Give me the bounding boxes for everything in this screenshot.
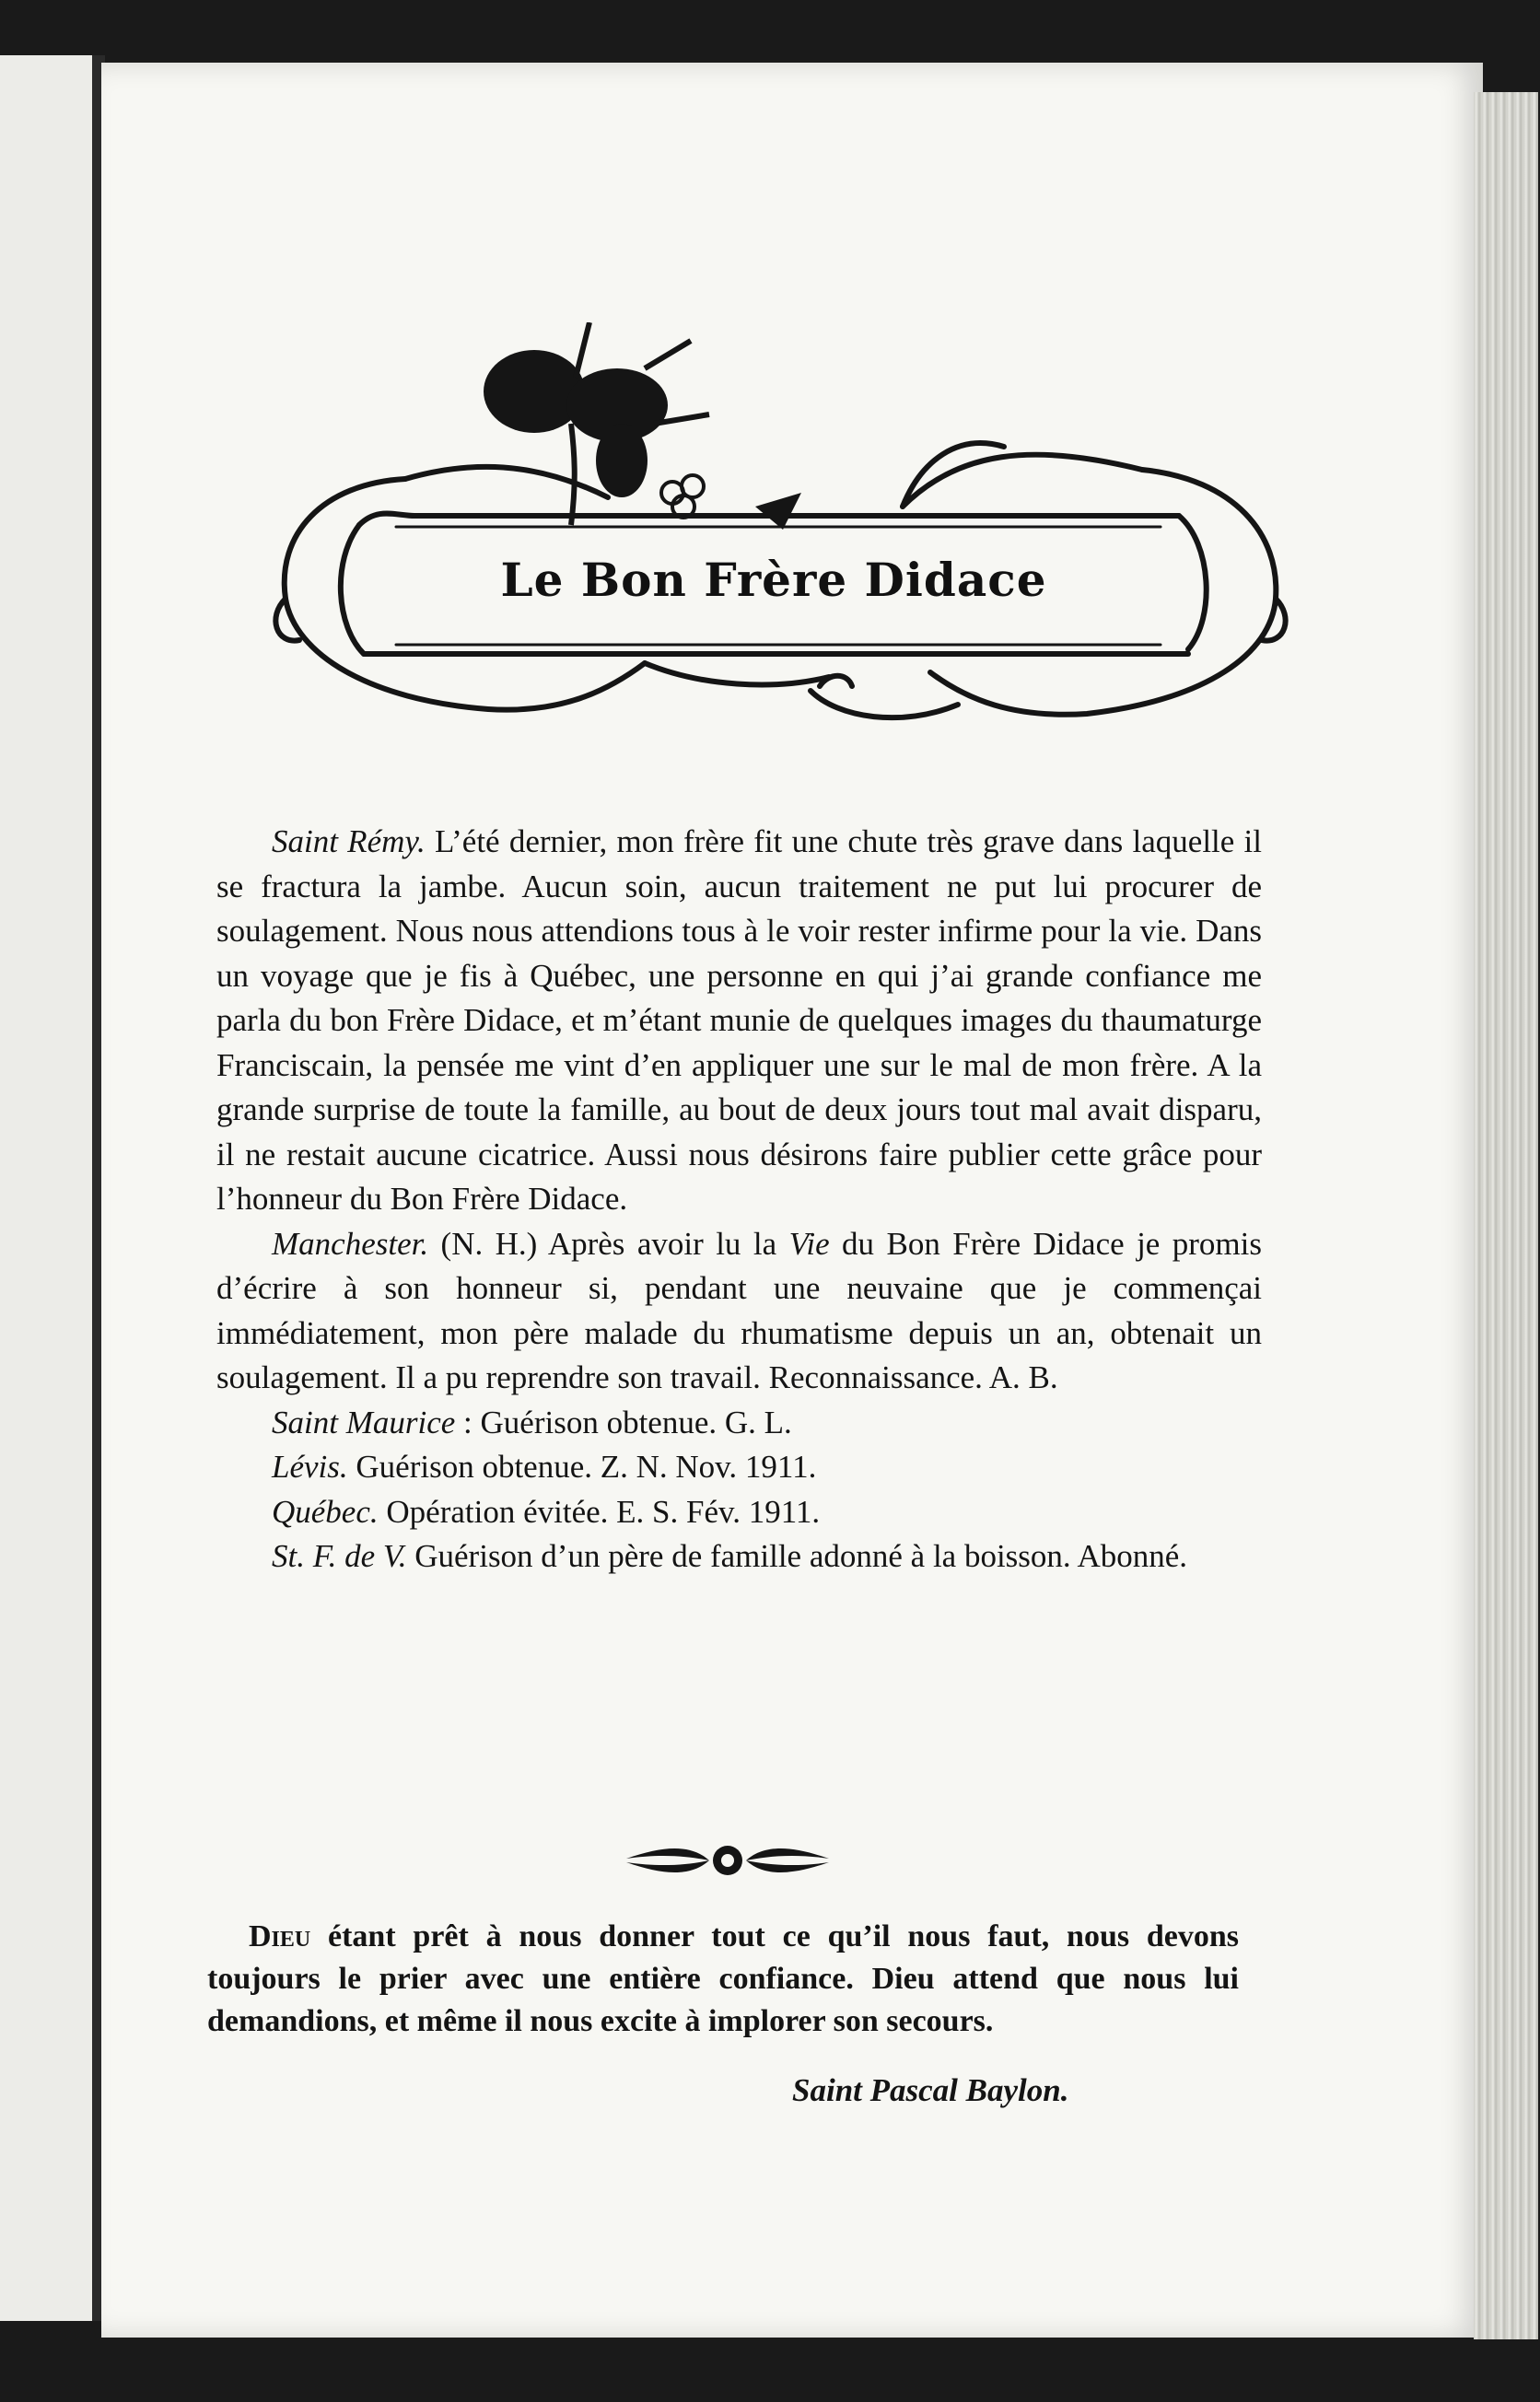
testimony-place: Saint Maurice <box>272 1404 456 1440</box>
quote-text <box>207 1916 1239 2043</box>
quote-attribution: Saint Pascal Baylon. <box>792 2072 1069 2108</box>
testimony-place: St. F. de V. <box>272 1538 407 1574</box>
quote-lead-word: Dieu <box>249 1919 311 1953</box>
testimony-text: L’été dernier, mon frère fit une chute très grave dans laquelle il se fractura la jambe. Aucun soin, aucun traitement ne put lui procurer de soulagement. Nous nous attendions tous à le voir rester infirme pour la vie. Dans un voyage que je fis à Québec, une personne en qui j’ai grande confiance me parla du bon Frère Didace, et m’étant munie de quelques images du thaumaturge Franciscain, la pensée me vint d’en appliquer une sur le mal de mon frère. A la grande surprise de toute la famille, au bout de deux jours tout mal avait disparu, il ne restait aucune cicatrice. Aussi nous désirons faire publier cette grâce pour l’honneur du Bon Frère Didace. <box>216 823 1262 1217</box>
closing-quote <box>207 1916 1239 2043</box>
page-fore-edge <box>1474 92 1538 2339</box>
book-title: Vie <box>788 1225 830 1262</box>
testimony-place: Lévis. <box>272 1449 348 1485</box>
quote-body: étant prêt à nous donner tout ce qu’il nous faut, nous devons toujours le prier avec une entière confiance. Dieu attend que nous lui demandions, et même il nous excite à implorer son secours. <box>207 1919 1239 2038</box>
testimony-st-f-de-v <box>216 1534 1262 1580</box>
testimony-manchester <box>216 1222 1262 1401</box>
testimony-text: Guérison d’un père de famille adonné à la boisson. Abonné. <box>406 1538 1188 1574</box>
testimony-text: Guérison obtenue. Z. N. Nov. 1911. <box>347 1449 817 1485</box>
floral-divider-ornament <box>617 1833 838 1888</box>
testimonies <box>216 820 1262 1580</box>
testimony-text: du Bon Frère Didace je promis d’écrire à son honneur si, pendant une neuvaine que je commençai immédiatement, mon père malade du rhumatisme depuis un an, obtenait un soulagement. Il a pu reprendre son travail. Reconnaissance. A. B. <box>216 1225 1262 1395</box>
testimony-place: Saint Rémy. <box>272 823 426 859</box>
left-page-edge <box>0 55 105 2321</box>
testimony-saint-remy <box>216 820 1262 1222</box>
testimony-text: (N. H.) Après avoir lu la <box>428 1225 789 1262</box>
testimony-saint-maurice <box>216 1401 1262 1446</box>
testimony-text: : Guérison obtenue. G. L. <box>455 1404 792 1440</box>
page-title: Le Bon Frère Didace <box>500 553 1047 607</box>
testimony-levis <box>216 1445 1262 1490</box>
testimony-quebec <box>216 1490 1262 1535</box>
floral-title-cartouche <box>258 322 1289 755</box>
testimony-place: Québec. <box>272 1493 379 1530</box>
testimony-place: Manchester. <box>272 1225 429 1262</box>
testimony-text: Opération évitée. E. S. Fév. 1911. <box>378 1493 821 1530</box>
